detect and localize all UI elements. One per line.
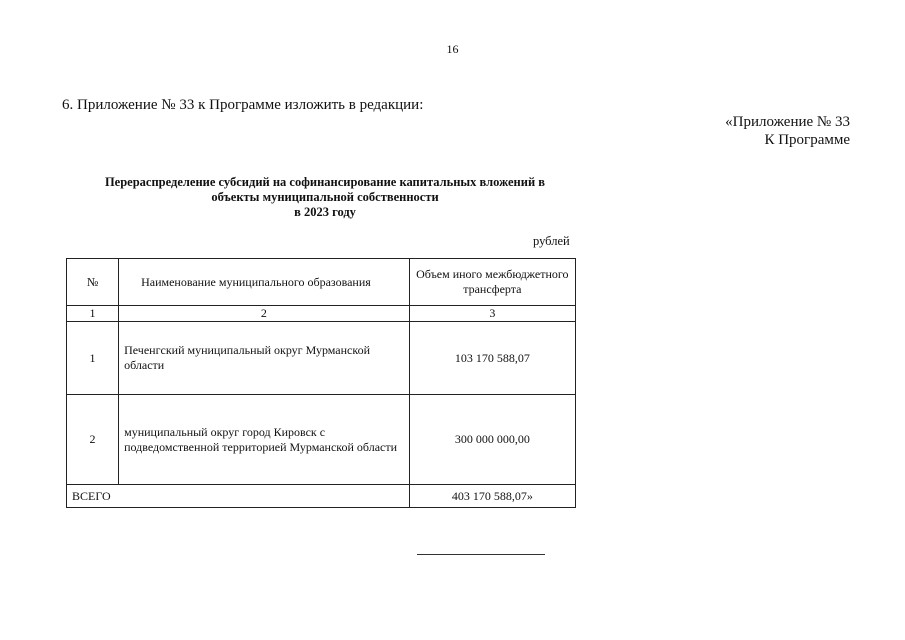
table-title-line: в 2023 году xyxy=(294,205,356,219)
column-index: 1 xyxy=(67,306,119,322)
total-amount: 403 170 588,07» xyxy=(409,485,575,508)
table-title xyxy=(60,175,590,220)
header-number: № xyxy=(67,259,119,306)
appendix-program: К Программе xyxy=(764,132,850,148)
units-label: рублей xyxy=(533,234,570,248)
total-row xyxy=(67,485,576,508)
column-index: 2 xyxy=(119,306,410,322)
separator-line xyxy=(417,554,545,555)
header-municipality: Наименование муниципального образования xyxy=(119,259,410,306)
table-header-row xyxy=(67,259,576,306)
appendix-heading xyxy=(725,113,850,149)
amendment-instruction: 6. Приложение № 33 к Программе изложить в редакции: xyxy=(62,97,424,113)
municipality-name: Печенгский муниципальный округ Мурманской области xyxy=(119,322,410,395)
row-number: 1 xyxy=(67,322,119,395)
transfer-amount: 300 000 000,00 xyxy=(409,395,575,485)
transfer-amount: 103 170 588,07 xyxy=(409,322,575,395)
municipality-name: муниципальный округ город Кировск с подведомственной территорией Мурманской области xyxy=(119,395,410,485)
column-index-row xyxy=(67,306,576,322)
table-title-line: Перераспределение субсидий на софинансирование капитальных вложений в xyxy=(104,175,546,189)
table-title-line: объекты муниципальной собственности xyxy=(211,190,439,204)
row-number: 2 xyxy=(67,395,119,485)
column-index: 3 xyxy=(409,306,575,322)
table-row xyxy=(67,395,576,485)
header-amount: Объем иного межбюджетного трансферта xyxy=(409,259,575,306)
subsidy-table xyxy=(66,258,576,508)
page-number: 16 xyxy=(446,42,459,56)
appendix-number: «Приложение № 33 xyxy=(725,114,850,130)
table-row xyxy=(67,322,576,395)
total-label: ВСЕГО xyxy=(67,485,410,508)
